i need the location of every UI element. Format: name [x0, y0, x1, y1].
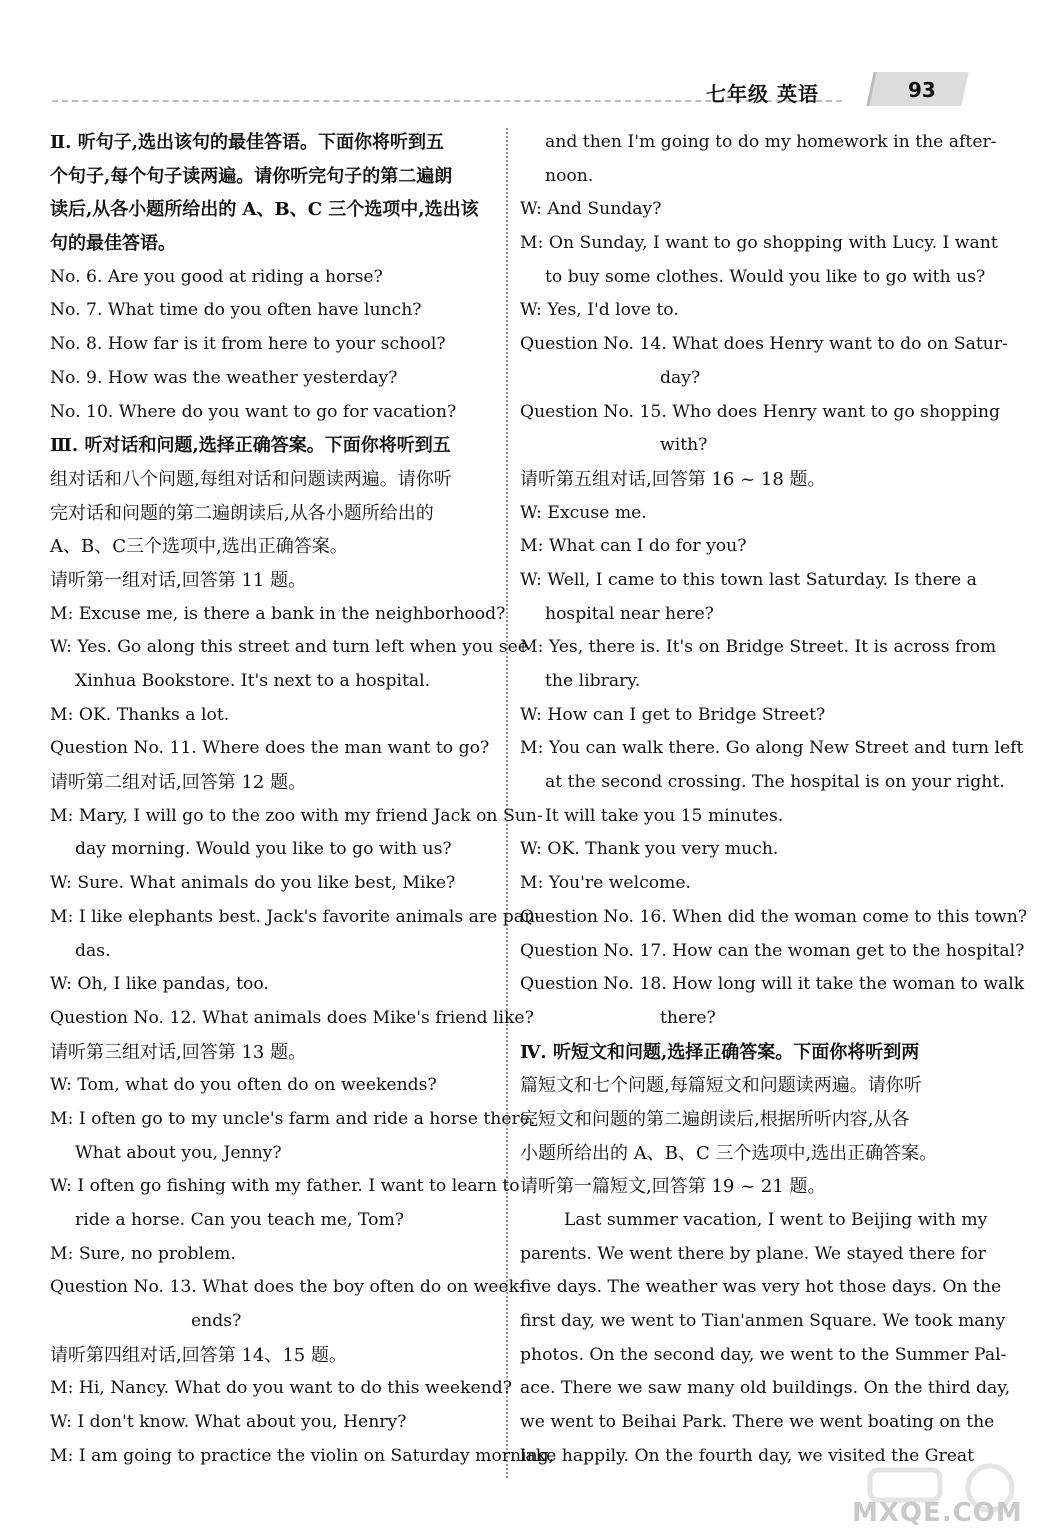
left-column-line: M: I am going to practice the violin on Saturday morning, — [50, 1445, 555, 1466]
left-column-line: Question No. 12. What animals does Mike's friend like? — [50, 1007, 534, 1028]
left-column-line: Question No. 13. What does the boy often do on week- — [50, 1277, 525, 1298]
left-column-line: 句的最佳答语。 — [50, 233, 176, 255]
left-column-line: 读后,从各小题所给出的 A、B、C 三个选项中,选出该 — [50, 199, 479, 221]
right-column-line: It will take you 15 minutes. — [545, 805, 784, 826]
right-column-line: W: Excuse me. — [520, 502, 647, 523]
right-column-line: 篇短文和七个问题,每篇短文和问题读两遍。请你听 — [520, 1075, 922, 1097]
left-column-line: W: I don't know. What about you, Henry? — [50, 1412, 407, 1433]
right-column-line: Last summer vacation, I went to Beijing with my — [564, 1210, 988, 1230]
right-column-line: we went to Beihai Park. There we went boating on the — [520, 1412, 995, 1433]
right-column-line: photos. On the second day, we went to the Summer Pal- — [520, 1344, 1007, 1365]
right-column-line: W: How can I get to Bridge Street? — [520, 704, 826, 725]
left-column-line: W: I often go fishing with my father. I want to learn to — [50, 1176, 520, 1197]
left-column-line: 请听第三组对话,回答第 13 题。 — [50, 1041, 307, 1063]
right-column-line: Question No. 17. How can the woman get to the hospital? — [520, 940, 1025, 961]
right-column — [520, 126, 1028, 1474]
right-column-line: M: On Sunday, I want to go shopping with Lucy. I want — [520, 233, 998, 254]
right-column-line: W: Yes, I'd love to. — [520, 300, 679, 321]
left-column-line: M: OK. Thanks a lot. — [50, 704, 230, 725]
right-column-line: and then I'm going to do my homework in the after- — [545, 132, 997, 152]
right-column-line: five days. The weather was very hot those days. On the — [520, 1277, 1002, 1298]
left-column-line: ends? — [191, 1311, 242, 1332]
right-column-line: M: Yes, there is. It's on Bridge Street. It is across from — [520, 637, 997, 658]
right-column-line: hospital near here? — [545, 603, 714, 624]
left-column-line: M: Excuse me, is there a bank in the neighborhood? — [50, 603, 506, 624]
right-column-line: first day, we went to Tian'anmen Square. We took many — [520, 1311, 1006, 1332]
left-column-line: What about you, Jenny? — [75, 1142, 282, 1163]
left-column-line: 完对话和问题的第二遍朗读后,从各小题所给出的 — [50, 502, 434, 524]
grade-subject-label: 七年级 英语 — [706, 82, 819, 106]
page-number: 93 — [908, 78, 936, 102]
right-column-line: at the second crossing. The hospital is on your right. — [545, 772, 1005, 793]
page-header — [0, 0, 1042, 110]
left-column-line: Question No. 11. Where does the man want to go? — [50, 738, 490, 759]
left-column-line: 个句子,每个句子读两遍。请你听完句子的第二遍朗 — [50, 165, 453, 187]
right-column-line: 小题所给出的 A、B、C 三个选项中,选出正确答案。 — [520, 1142, 938, 1164]
right-column-line: ace. There we saw many old buildings. On the third day, — [520, 1378, 1011, 1399]
left-column-line: Xinhua Bookstore. It's next to a hospital. — [75, 671, 431, 691]
right-column-line: lake happily. On the fourth day, we visited the Great — [520, 1445, 975, 1466]
left-column-line: das. — [75, 940, 111, 961]
right-column-line: parents. We went there by plane. We stayed there for — [520, 1243, 986, 1264]
right-column-line: Question No. 18. How long will it take the woman to walk — [520, 974, 1025, 995]
left-column-line: M: I often go to my uncle's farm and ride a horse there. — [50, 1108, 536, 1129]
right-column-line: there? — [660, 1007, 716, 1028]
left-column-line: M: Mary, I will go to the zoo with my friend Jack on Sun- — [50, 805, 543, 826]
right-column-line: the library. — [545, 671, 641, 691]
right-column-line: M: You're welcome. — [520, 873, 691, 894]
left-column-line: Ⅲ. 听对话和问题,选择正确答案。下面你将听到五 — [50, 435, 451, 457]
left-column-line: No. 7. What time do you often have lunch? — [50, 300, 422, 321]
right-column-line: M: What can I do for you? — [520, 536, 747, 557]
watermark-text: MXQE.COM — [852, 1498, 1023, 1528]
left-column-line: No. 9. How was the weather yesterday? — [50, 367, 398, 388]
right-column-line: Question No. 15. Who does Henry want to go shopping — [520, 401, 1000, 422]
left-column-line: 请听第一组对话,回答第 11 题。 — [50, 569, 307, 591]
left-column-line: W: Yes. Go along this street and turn left when you see — [50, 637, 528, 658]
left-column-line: day morning. Would you like to go with us? — [75, 839, 452, 860]
left-column-line: M: Sure, no problem. — [50, 1243, 236, 1264]
left-column-line: Ⅱ. 听句子,选出该句的最佳答语。下面你将听到五 — [50, 132, 444, 153]
left-column-line: No. 6. Are you good at riding a horse? — [50, 266, 383, 287]
right-column-line: Question No. 16. When did the woman come to this town? — [520, 906, 1028, 927]
left-column-line: W: Tom, what do you often do on weekends? — [50, 1075, 437, 1096]
right-column-line: W: OK. Thank you very much. — [520, 839, 779, 860]
left-column-line: 请听第二组对话,回答第 12 题。 — [50, 772, 307, 794]
right-column-line: M: You can walk there. Go along New Street and turn left — [520, 738, 1024, 759]
left-column-line: No. 10. Where do you want to go for vacation? — [50, 401, 457, 422]
right-column-line: W: And Sunday? — [520, 199, 662, 220]
left-column-line: No. 8. How far is it from here to your school? — [50, 334, 446, 355]
left-column-line: M: Hi, Nancy. What do you want to do this weekend? — [50, 1378, 512, 1399]
right-column-line: Ⅳ. 听短文和问题,选择正确答案。下面你将听到两 — [520, 1041, 920, 1063]
left-column-line: M: I like elephants best. Jack's favorite animals are pan- — [50, 906, 541, 927]
left-column-line: 组对话和八个问题,每组对话和问题读两遍。请你听 — [50, 468, 452, 490]
left-column-line: W: Sure. What animals do you like best, Mike? — [50, 873, 456, 894]
left-column-line: A、B、C三个选项中,选出正确答案。 — [50, 536, 348, 558]
left-column-line: W: Oh, I like pandas, too. — [50, 974, 269, 995]
right-column-line: W: Well, I came to this town last Saturday. Is there a — [520, 569, 977, 590]
left-column-line: 请听第四组对话,回答第 14、15 题。 — [50, 1344, 347, 1366]
right-column-line: with? — [660, 435, 708, 456]
left-column-line: ride a horse. Can you teach me, Tom? — [75, 1210, 405, 1230]
right-column-line: 请听第一篇短文,回答第 19 ~ 21 题。 — [520, 1176, 826, 1198]
right-column-line: Question No. 14. What does Henry want to do on Satur- — [520, 334, 1008, 355]
right-column-line: 请听第五组对话,回答第 16 ~ 18 题。 — [520, 468, 826, 490]
left-column — [50, 126, 555, 1474]
right-column-line: 完短文和问题的第二遍朗读后,根据所听内容,从各 — [520, 1108, 910, 1130]
right-column-line: noon. — [545, 165, 594, 186]
column-divider — [506, 128, 508, 1478]
right-column-line: to buy some clothes. Would you like to go with us? — [545, 266, 986, 287]
right-column-line: day? — [660, 367, 701, 388]
